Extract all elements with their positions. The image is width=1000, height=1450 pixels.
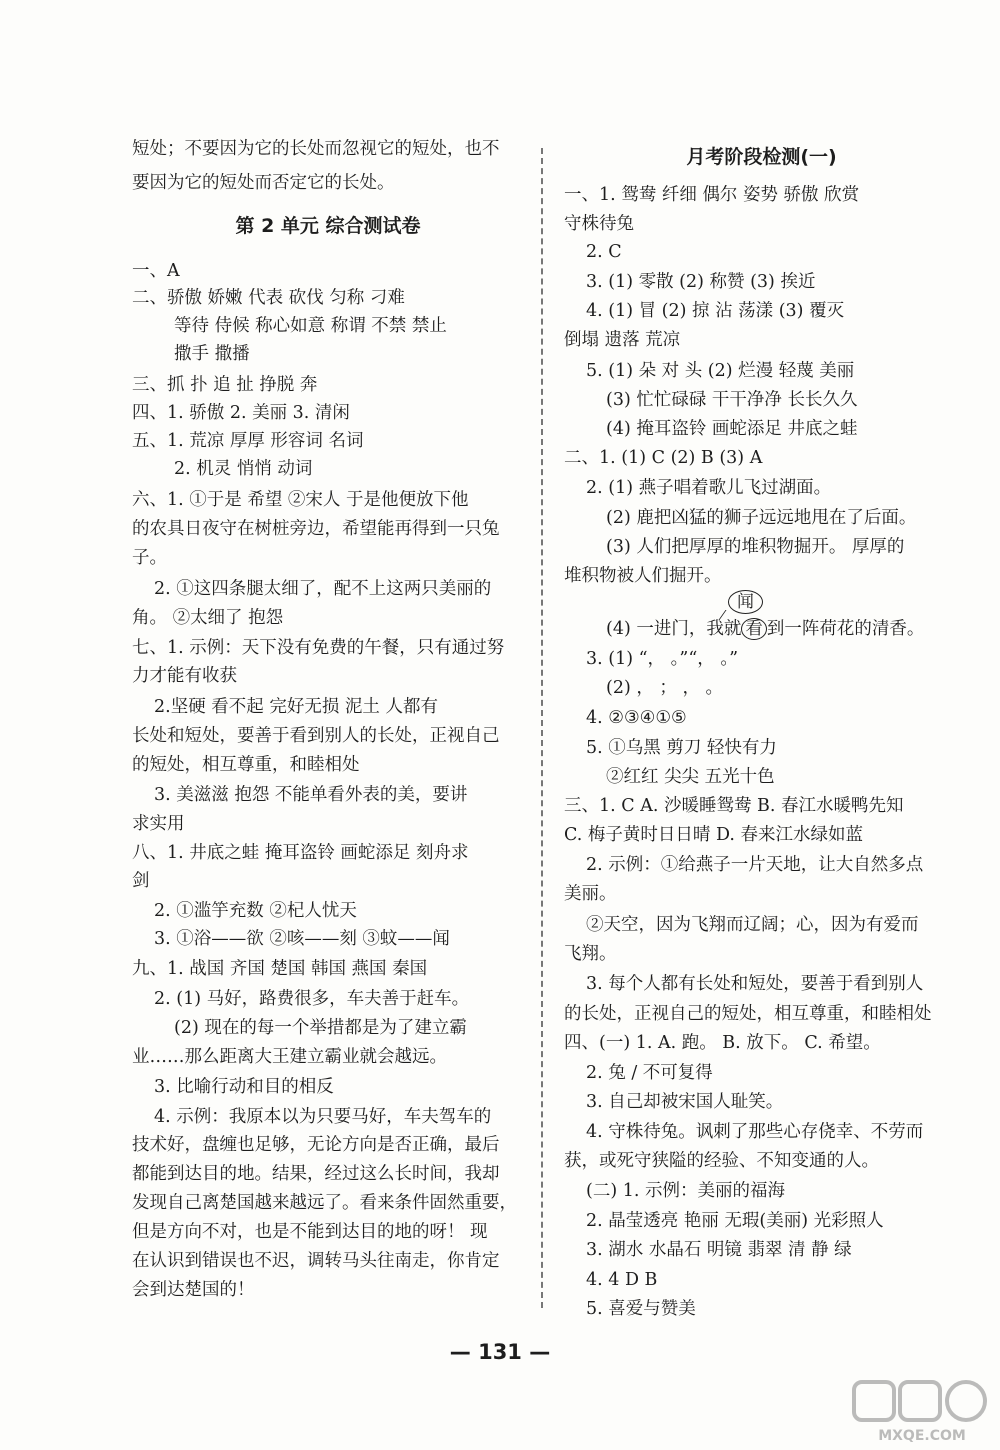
text-line: 3. 美滋滋 抱怨 不能单看外表的美，要讲 (154, 785, 468, 805)
text-line: 2. ①这四条腿太细了，配不上这两只美丽的 (154, 579, 492, 599)
text-line: 三、抓 扑 追 扯 挣脱 奔 (132, 375, 318, 395)
text-line: 倒塌 遗落 荒凉 (564, 330, 681, 350)
text-line: 二、骄傲 娇嫩 代表 砍伐 匀称 刁难 (132, 288, 405, 308)
text-line: (3) 人们把厚厚的堆积物掘开。 厚厚的 (606, 537, 905, 557)
text-line: (2) 鹿把凶猛的狮子远远地甩在了后面。 (606, 508, 917, 528)
text-line: 短处；不要因为它的长处而忽视它的短处，也不 (132, 139, 500, 159)
text-line: 4. 4 D B (586, 1270, 658, 1290)
text-line: (3) 忙忙碌碌 干干净净 长长久久 (606, 390, 858, 410)
text-line: 美丽。 (564, 884, 617, 904)
text-line: 等待 侍候 称心如意 称谓 不禁 禁止 (174, 316, 447, 336)
text-line: 业……那么距离大王建立霸业就会越远。 (132, 1047, 447, 1067)
text-line: C. 梅子黄时日日晴 D. 春来江水绿如蓝 (564, 825, 863, 845)
text-line: 力才能有收获 (132, 666, 237, 686)
circled-word: 看 (741, 618, 767, 640)
text-line: 剑 (132, 871, 150, 891)
text-line: 发现自己离楚国越来越远了。看来条件固然重要， (132, 1193, 517, 1213)
text-line: 角。 ②太细了 抱怨 (132, 608, 284, 628)
text-line: 六、1. ①于是 希望 ②宋人 于是他便放下他 (132, 490, 469, 510)
text-line: 2. 机灵 悄悄 动词 (174, 459, 313, 479)
text-line: 长处和短处，要善于看到别人的长处，正视自己 (132, 726, 500, 746)
text-line: 一、A (132, 261, 180, 281)
text-line: 的农具日夜守在树桩旁边，希望能再得到一只兔 (132, 519, 500, 539)
text-segment: (4) 一进门，我就 (606, 619, 742, 639)
column-divider (541, 148, 543, 1308)
text-line: 2. (1) 马好，路费很多，车夫善于赶车。 (154, 989, 470, 1009)
text-line: 但是方向不对，也是不能到达目的地的呀！ 现 (132, 1222, 488, 1242)
text-line: ②红红 尖尖 五光十色 (606, 767, 775, 787)
text-line: 二、1. (1) C (2) B (3) A (564, 448, 763, 468)
text-line: 3. 自己却被宋国人耻笑。 (586, 1092, 784, 1112)
text-line: 五、1. 荒凉 厚厚 形容词 名词 (132, 431, 364, 451)
correction-callout: 闻 (728, 590, 763, 614)
text-segment: 到一阵荷花的清香。 (766, 619, 925, 639)
text-line: 一、1. 鸳鸯 纤细 偶尔 姿势 骄傲 欣赏 (564, 185, 860, 205)
text-line: 四、1. 骄傲 2. 美丽 3. 清闲 (132, 403, 350, 423)
text-line: 都能到达目的地。结果，经过这么长时间，我却 (132, 1164, 500, 1184)
text-line: 2. C (586, 242, 622, 262)
text-line: 子。 (132, 548, 167, 568)
text-line: 2. 示例：①给燕子一片天地，让大自然多点 (586, 855, 924, 875)
text-line: 3. (1) “， 。”“， 。” (586, 649, 739, 669)
text-line: (2) ， ； ， 。 (606, 678, 724, 698)
text-line: 3. (1) 零散 (2) 称赞 (3) 挨近 (586, 272, 816, 292)
text-line: 2. ①滥竽充数 ②杞人忧天 (154, 901, 357, 921)
text-line: (4) 掩耳盗铃 画蛇添足 井底之蛙 (606, 419, 858, 439)
text-line: 的短处，相互尊重，和睦相处 (132, 755, 360, 775)
text-line: 2.坚硬 看不起 完好无损 泥土 人都有 (154, 697, 438, 717)
text-line: 堆积物被人们掘开。 (564, 566, 722, 586)
text-line: 2. (1) 燕子唱着歌儿飞过湖面。 (586, 478, 832, 498)
watermark-url: MXQE.COM (878, 1428, 966, 1444)
text-line: 三、1. C A. 沙暖睡鸳鸯 B. 春江水暖鸭先知 (564, 796, 904, 816)
section-title: 第 2 单元 综合测试卷 (235, 215, 421, 237)
text-line: (二) 1. 示例：美丽的福海 (586, 1181, 785, 1201)
text-line: 4. 守株待兔。讽刺了那些心存侥幸、不劳而 (586, 1122, 924, 1142)
text-line: 七、1. 示例：天下没有免费的午餐，只有通过努 (132, 638, 505, 658)
text-line: 5. (1) 朵 对 头 (2) 烂漫 轻蔑 美丽 (586, 361, 855, 381)
text-line: 获，或死守狭隘的经验、不知变通的人。 (564, 1151, 879, 1171)
text-line: 4. ②③④①⑤ (586, 708, 687, 728)
text-line: 3. ①浴——欲 ②咳——刻 ③蚊——闻 (154, 929, 450, 949)
watermark-logo (852, 1378, 992, 1446)
text-line: 九、1. 战国 齐国 楚国 韩国 燕国 秦国 (132, 959, 428, 979)
text-line: 5. 喜爱与赞美 (586, 1299, 696, 1319)
text-line: 求实用 (132, 814, 185, 834)
page-number: — 131 — (449, 1340, 551, 1364)
text-line: 要因为它的短处而否定它的长处。 (132, 173, 395, 193)
text-line: 4. (1) 冒 (2) 掠 沾 荡漾 (3) 覆灭 (586, 301, 845, 321)
text-line: 技术好，盘缠也足够，无论方向是否正确，最后 (132, 1135, 500, 1155)
text-line: 3. 每个人都有长处和短处，要善于看到别人 (586, 974, 924, 994)
text-line: 3. 比喻行动和目的相反 (154, 1077, 334, 1097)
text-line: 守株待兔 (564, 214, 634, 234)
text-line-correction (606, 592, 925, 644)
section-title: 月考阶段检测(一) (686, 146, 837, 168)
text-line: 撒手 撒播 (174, 344, 250, 364)
text-line: ②天空，因为飞翔而辽阔；心，因为有爱而 (586, 915, 919, 935)
text-line: 的长处，正视自己的短处，相互尊重，和睦相处 (564, 1004, 932, 1024)
text-line: 2. 晶莹透亮 艳丽 无瑕(美丽) 光彩照人 (586, 1211, 884, 1231)
text-line: 5. ①乌黑 剪刀 轻快有力 (586, 738, 777, 758)
text-line: 八、1. 井底之蛙 掩耳盗铃 画蛇添足 刻舟求 (132, 843, 469, 863)
text-line: 会到达楚国的！ (132, 1280, 255, 1300)
text-line: 3. 湖水 水晶石 明镜 翡翠 清 静 绿 (586, 1240, 852, 1260)
text-line: 4. 示例：我原本以为只要马好，车夫驾车的 (154, 1107, 492, 1127)
text-line: 2. 兔 / 不可复得 (586, 1063, 713, 1083)
text-line: 四、(一) 1. A. 跑。 B. 放下。 C. 希望。 (564, 1033, 881, 1053)
text-line: (2) 现在的每一个举措都是为了建立霸 (174, 1018, 467, 1038)
text-line: 飞翔。 (564, 944, 617, 964)
text-line: 在认识到错误也不迟，调转马头往南走，你肯定 (132, 1251, 500, 1271)
